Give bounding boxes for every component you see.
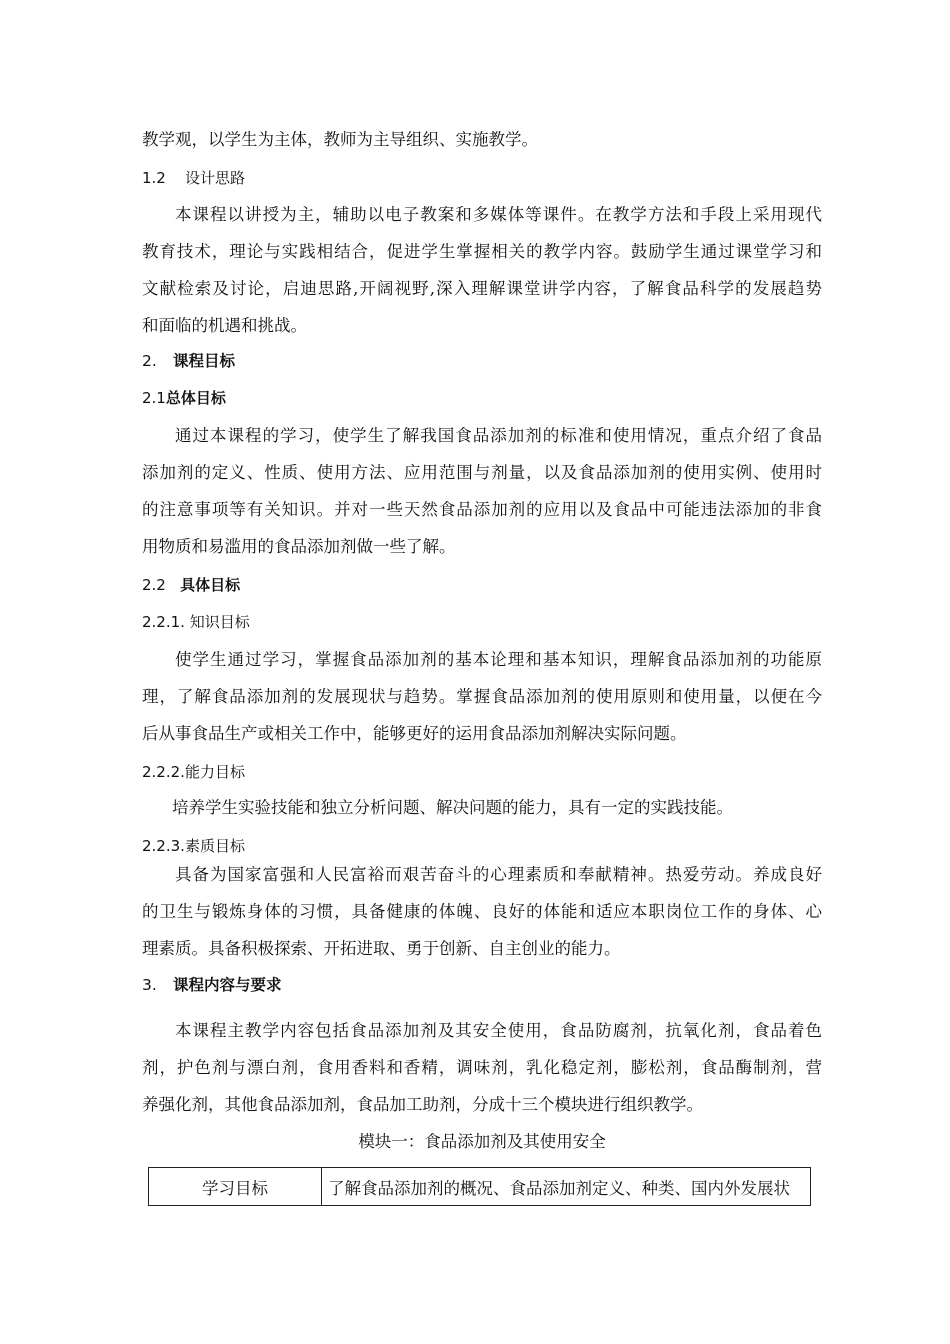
table-row-label: 学习目标 bbox=[149, 1168, 322, 1206]
section-heading-2-2 bbox=[142, 575, 822, 595]
paragraph-line: 和面临的机遇和挑战。 bbox=[142, 316, 307, 335]
section-title: 具体目标 bbox=[180, 576, 241, 594]
paragraph-line: 通过本课程的学习，使学生了解我国食品添加剂的标准和使用情况，重点介绍了食品 bbox=[175, 426, 822, 445]
table-row bbox=[149, 1168, 811, 1206]
section-title: 能力目标 bbox=[184, 763, 245, 781]
section-heading-2-2-2 bbox=[142, 762, 822, 782]
paragraph-line: 添加剂的定义、性质、使用方法、应用范围与剂量，以及食品添加剂的使用实例、使用时 bbox=[142, 463, 822, 482]
section-heading-2-2-1 bbox=[142, 612, 822, 632]
module-table bbox=[148, 1167, 811, 1206]
section-heading-2-1 bbox=[142, 388, 822, 408]
section-heading-3 bbox=[142, 975, 822, 995]
table-row-content: 了解食品添加剂的概况、食品添加剂定义、种类、国内外发展状 bbox=[322, 1168, 811, 1206]
paragraph-line: 文献检索及讨论，启迪思路,开阔视野,深入理解课堂讲学内容，了解食品科学的发展趋势 bbox=[142, 279, 822, 298]
section-number: 2.2 bbox=[142, 576, 166, 594]
table-caption: 模块一：食品添加剂及其使用安全 bbox=[358, 1132, 606, 1151]
section-title: 课程内容与要求 bbox=[173, 976, 282, 994]
paragraph-line: 教学观，以学生为主体，教师为主导组织、实施教学。 bbox=[142, 130, 538, 149]
paragraph-line: 剂，护色剂与漂白剂，食用香料和香精，调味剂，乳化稳定剂，膨松剂，食品酶制剂，营 bbox=[142, 1058, 822, 1077]
paragraph-line: 后从事食品生产或相关工作中，能够更好的运用食品添加剂解决实际问题。 bbox=[142, 724, 687, 743]
paragraph-line: 养强化剂，其他食品添加剂，食品加工助剂，分成十三个模块进行组织教学。 bbox=[142, 1095, 703, 1114]
paragraph-line: 使学生通过学习，掌握食品添加剂的基本论理和基本知识，理解食品添加剂的功能原 bbox=[175, 650, 822, 669]
paragraph-line: 的注意事项等有关知识。并对一些天然食品添加剂的应用以及食品中可能违法添加的非食 bbox=[142, 500, 822, 519]
section-number: 2.2.1. bbox=[142, 613, 185, 631]
section-title: 设计思路 bbox=[184, 169, 245, 187]
paragraph-line: 本课程以讲授为主，辅助以电子教案和多媒体等课件。在教学方法和手段上采用现代 bbox=[175, 205, 822, 224]
paragraph-line: 本课程主教学内容包括食品添加剂及其安全使用，食品防腐剂，抗氧化剂，食品着色 bbox=[175, 1021, 822, 1040]
section-number: 3. bbox=[142, 976, 157, 994]
paragraph-line: 的卫生与锻炼身体的习惯，具备健康的体魄、良好的体能和适应本职岗位工作的身体、心 bbox=[142, 902, 822, 921]
section-number: 1.2 bbox=[142, 169, 166, 187]
section-title: 总体目标 bbox=[165, 389, 226, 407]
section-heading-2 bbox=[142, 351, 822, 371]
paragraph-line: 理素质。具备积极探索、开拓进取、勇于创新、自主创业的能力。 bbox=[142, 939, 621, 958]
section-heading-2-2-3 bbox=[142, 836, 822, 856]
paragraph-line: 培养学生实验技能和独立分析问题、解决问题的能力，具有一定的实践技能。 bbox=[172, 798, 733, 817]
section-number: 2.2.2. bbox=[142, 763, 185, 781]
section-heading-1-2 bbox=[142, 168, 822, 188]
paragraph-line: 用物质和易滥用的食品添加剂做一些了解。 bbox=[142, 537, 456, 556]
section-title: 课程目标 bbox=[173, 352, 236, 370]
section-title: 素质目标 bbox=[184, 837, 245, 855]
paragraph-line: 理，了解食品添加剂的发展现状与趋势。掌握食品添加剂的使用原则和使用量，以便在今 bbox=[142, 687, 822, 706]
section-number: 2.1 bbox=[142, 389, 166, 407]
section-number: 2.2.3. bbox=[142, 837, 185, 855]
section-title: 知识目标 bbox=[189, 613, 250, 631]
paragraph-line: 教育技术，理论与实践相结合，促进学生掌握相关的教学内容。鼓励学生通过课堂学习和 bbox=[142, 242, 822, 261]
paragraph-line: 具备为国家富强和人民富裕而艰苦奋斗的心理素质和奉献精神。热爱劳动。养成良好 bbox=[175, 865, 822, 884]
section-number: 2. bbox=[142, 352, 157, 370]
